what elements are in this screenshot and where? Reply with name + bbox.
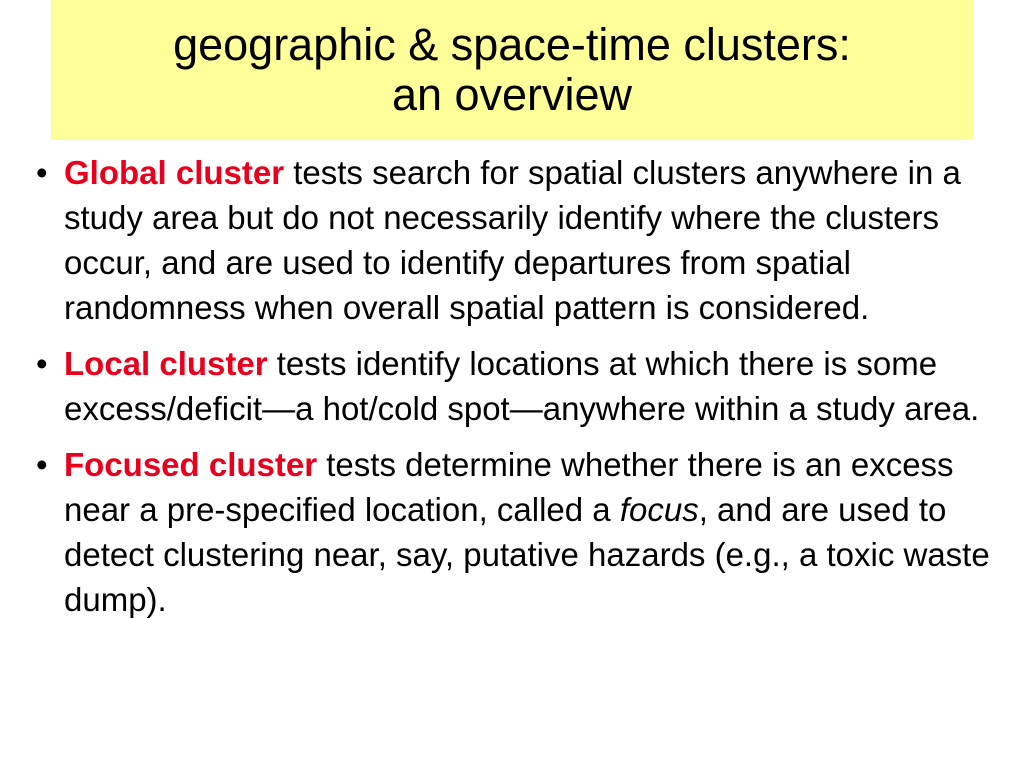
- bullet-text-after: , and are used to detect clustering near, say, putative hazards (e.g., a toxic waste dump).: [64, 491, 990, 618]
- bullet-text: tests search for spatial clusters anywhere in a study area but do not necessarily identify where the clusters occur, and are used to identify departures from spatial randomness when overall spatial pattern is considered.: [64, 154, 961, 326]
- bullet-dot-icon: •: [36, 345, 48, 382]
- bullet-focused-cluster: [36, 442, 1011, 622]
- bullet-dot-icon: •: [36, 446, 48, 483]
- slide-title: [51, 0, 973, 140]
- bullet-text: tests identify locations at which there is some excess/deficit—a hot/cold spot—anywhere within a study area.: [64, 345, 980, 427]
- term-focused-cluster: Focused cluster: [64, 446, 318, 483]
- bullet-global-cluster: [36, 150, 1011, 330]
- bullet-list: [36, 150, 1011, 633]
- bullet-text-before: tests determine whether there is an excess near a pre-specified location, called a: [64, 446, 954, 528]
- title-line-1: geographic & space-time clusters:: [173, 19, 851, 70]
- bullet-local-cluster: [36, 341, 1011, 431]
- term-local-cluster: Local cluster: [64, 345, 268, 382]
- term-global-cluster: Global cluster: [64, 154, 285, 191]
- bullet-emphasis: focus: [619, 491, 699, 528]
- bullet-dot-icon: •: [36, 154, 48, 191]
- title-line-2: an overview: [391, 69, 633, 120]
